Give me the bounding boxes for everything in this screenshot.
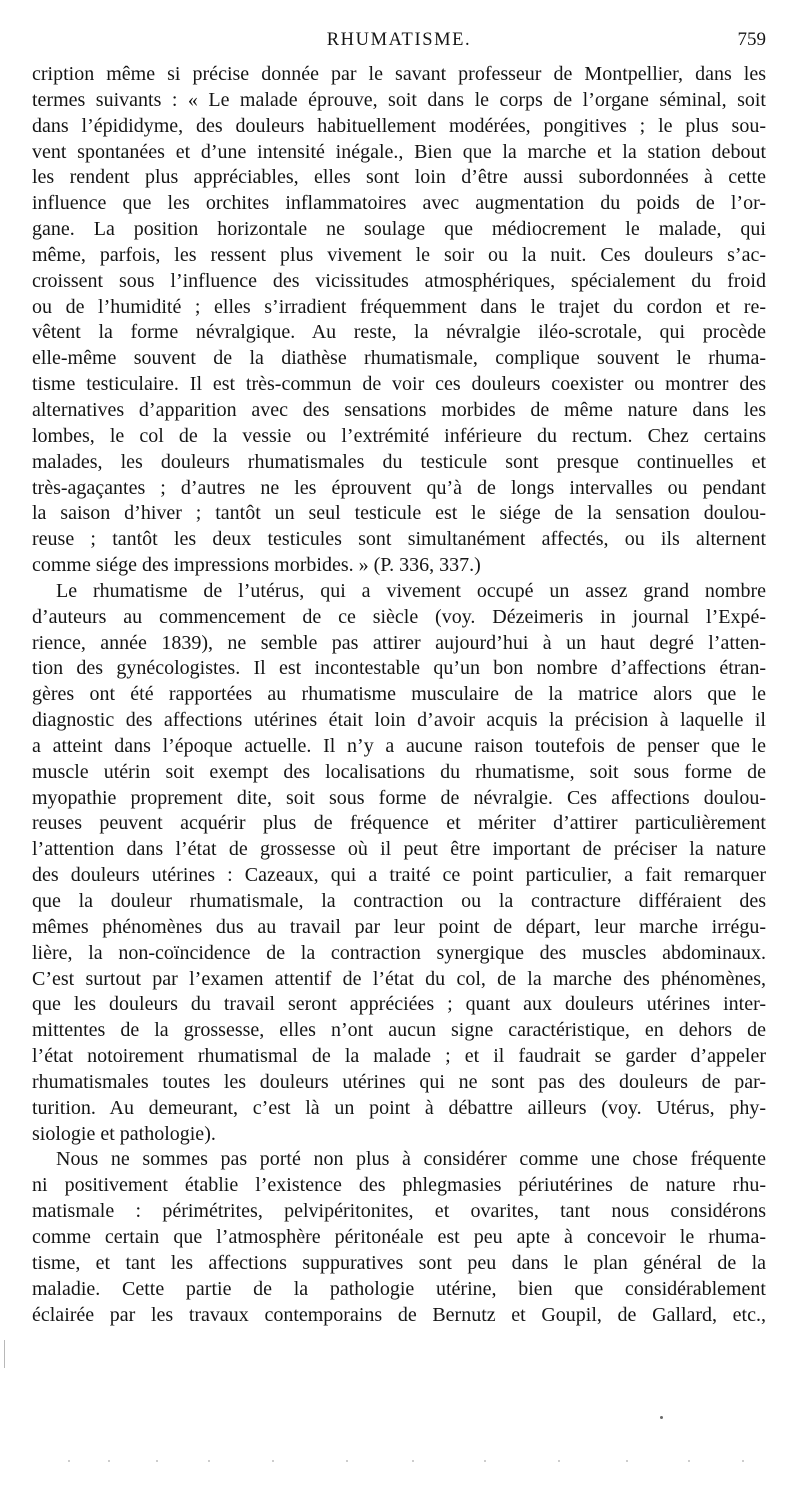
scan-speck [558, 1460, 560, 1462]
text-line: lière, la non-coïncidence de la contraction synergique des muscles abdominaux. [32, 941, 766, 964]
text-line: l’état notoirement rhumatismal de la malade ; et il faudrait se garder d’appeler [32, 1045, 766, 1068]
paragraph-end-line: siologie et pathologie). [32, 1122, 216, 1145]
text-line: ni positivement établie l’existence des phlegmasies périutérines de nature rhu- [32, 1174, 766, 1197]
scan-speck-row [60, 1460, 760, 1466]
text-line: même, parfois, les ressent plus vivement le soir ou la nuit. Ces douleurs s’ac- [32, 243, 766, 266]
text-line: myopathie proprement dite, soit sous forme de névralgie. Ces affections doulou- [32, 786, 766, 809]
scan-speck [156, 1460, 158, 1462]
text-line: termes suivants : « Le malade éprouve, soit dans le corps de l’organe séminal, soit [32, 88, 766, 111]
text-line: d’auteurs au commencement de ce siècle (voy. Dézeimeris in journal l’Expé- [32, 605, 766, 628]
text-line: elle-même souvent de la diathèse rhumatismale, complique souvent le rhuma- [32, 347, 766, 370]
scan-speck [688, 1460, 690, 1462]
scan-speck [412, 1460, 414, 1462]
text-line: rhumatismales toutes les douleurs utérines qui ne sont pas des douleurs de par- [32, 1070, 766, 1093]
scan-speck [68, 1460, 70, 1462]
body-text [32, 62, 766, 1328]
scan-speck [484, 1460, 486, 1462]
scan-speck [272, 1460, 274, 1462]
text-line: rience, année 1839), ne semble pas attirer aujourd’hui à un haut degré l’atten- [32, 631, 766, 654]
text-line: reuses peuvent acquérir plus de fréquence et mériter d’attirer particulièrement [32, 812, 766, 835]
text-line: turition. Au demeurant, c’est là un point à débattre ailleurs (voy. Utérus, phy- [32, 1096, 766, 1119]
text-line: que les douleurs du travail seront appréciées ; quant aux douleurs utérines inter- [32, 993, 766, 1016]
text-line: des douleurs utérines : Cazeaux, qui a traité ce point particulier, a fait remarquer [32, 864, 766, 887]
text-line: vêtent la forme névralgique. Au reste, la névralgie iléo-scrotale, qui procède [32, 321, 766, 344]
scan-speck [660, 1416, 663, 1419]
text-line: reuse ; tantôt les deux testicules sont simultanément affectés, ou ils alternent [32, 528, 766, 551]
text-line: tisme, et tant les affections suppuratives sont peu dans le plan général de la [32, 1251, 766, 1274]
text-line: comme certain que l’atmosphère péritonéale est peu apte à concevoir le rhuma- [32, 1225, 766, 1248]
text-line: gane. La position horizontale ne soulage que médiocrement le malade, qui [32, 218, 766, 241]
scan-speck [742, 1460, 744, 1462]
scan-speck [208, 1460, 210, 1462]
text-line: matismale : périmétrites, pelvipéritonites, et ovarites, tant nous considérons [32, 1200, 766, 1223]
text-line: maladie. Cette partie de la pathologie utérine, bien que considérablement [32, 1277, 766, 1300]
text-line: croissent sous l’influence des vicissitudes atmosphériques, spécialement du froid [32, 269, 766, 292]
text-line: les rendent plus appréciables, elles sont loin d’être aussi subordonnées à cette [32, 166, 766, 189]
text-line: diagnostic des affections utérines était loin d’avoir acquis la précision à laquelle il [32, 709, 766, 732]
text-line: la saison d’hiver ; tantôt un seul testicule est le siége de la sensation doulou- [32, 502, 766, 525]
text-line: mittentes de la grossesse, elles n’ont aucun signe caractéristique, en dehors de [32, 1019, 766, 1042]
scan-speck [108, 1460, 110, 1462]
text-line: lombes, le col de la vessie ou l’extrémité inférieure du rectum. Chez certains [32, 424, 766, 447]
text-line: influence que les orchites inflammatoires avec augmentation du poids de l’or- [32, 192, 766, 215]
scan-speck [346, 1460, 348, 1462]
scan-speck [626, 1460, 628, 1462]
text-line: tisme testiculaire. Il est très-commun de voir ces douleurs coexister ou montrer des [32, 373, 766, 396]
text-line: mêmes phénomènes dus au travail par leur point de départ, leur marche irrégu- [32, 915, 766, 938]
running-header [32, 24, 766, 56]
margin-scan-mark [4, 1340, 5, 1368]
text-line: tion des gynécologistes. Il est incontestable qu’un bon nombre d’affections étran- [32, 657, 766, 680]
text-line: que la douleur rhumatismale, la contraction ou la contracture différaient des [32, 890, 766, 912]
text-line: dans l’épididyme, des douleurs habituellement modérées, pongitives ; le plus sou- [32, 114, 766, 137]
paragraph-end-line: comme siége des impressions morbides. » (P. 336, 337.) [32, 554, 481, 577]
page-number: 759 [737, 29, 766, 50]
paragraph-start-line: Le rhumatisme de l’utérus, qui a vivement occupé un assez grand nombre [56, 579, 766, 602]
text-line: alternatives d’apparition avec des sensations morbides de même nature dans les [32, 398, 766, 421]
text-line: C’est surtout par l’examen attentif de l’état du col, de la marche des phénomènes, [32, 967, 766, 990]
text-line: muscle utérin soit exempt des localisations du rhumatisme, soit sous forme de [32, 760, 766, 783]
running-title: RHUMATISME. [326, 30, 472, 50]
text-line: gères ont été rapportées au rhumatisme musculaire de la matrice alors que le [32, 683, 766, 706]
text-line: ou de l’humidité ; elles s’irradient fréquemment dans le trajet du cordon et re- [32, 295, 766, 318]
text-line: vent spontanées et d’une intensité inégale., Bien que la marche et la station debout [32, 140, 766, 163]
text-line: cription même si précise donnée par le savant professeur de Montpellier, dans les [32, 63, 766, 85]
paragraph-start-line: Nous ne sommes pas porté non plus à considérer comme une chose fréquente [56, 1148, 766, 1171]
text-line: malades, les douleurs rhumatismales du testicule sont presque continuelles et [32, 450, 766, 473]
text-line: l’attention dans l’état de grossesse où il peut être important de préciser la nature [32, 838, 766, 861]
text-line: très-agaçantes ; d’autres ne les éprouvent qu’à de longs intervalles ou pendant [32, 476, 766, 499]
text-line: a atteint dans l’époque actuelle. Il n’y a aucune raison toutefois de penser que le [32, 734, 766, 757]
text-line: éclairée par les travaux contemporains de Bernutz et Goupil, de Gallard, etc., [32, 1303, 766, 1326]
